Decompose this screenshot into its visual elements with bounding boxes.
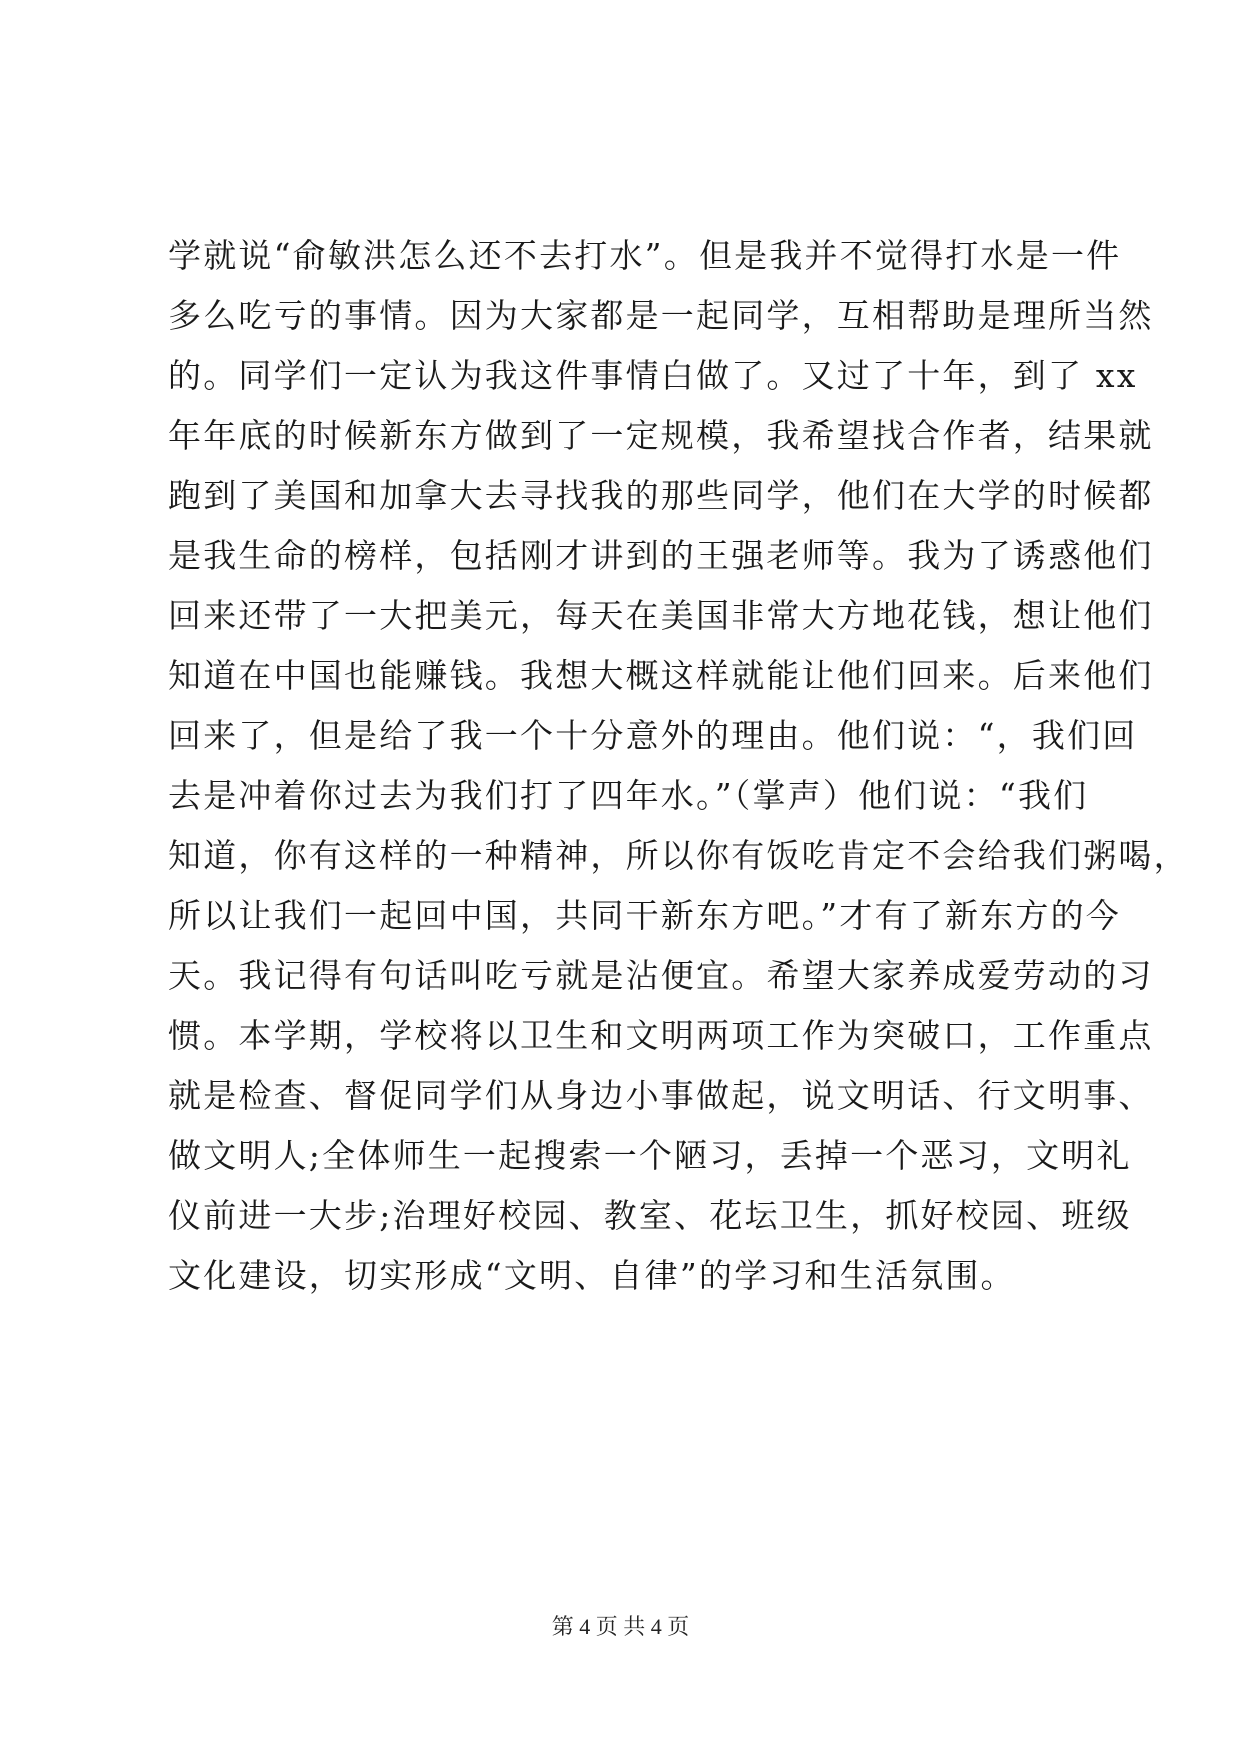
text-line: 文化建设，切实形成“文明、自律”的学习和生活氛围。 [168, 1256, 1016, 1295]
text-line: 的。同学们一定认为我这件事情白做了。又过了十年，到了 xx [168, 356, 1138, 395]
text-line: 跑到了美国和加拿大去寻找我的那些同学，他们在大学的时候都 [168, 476, 1154, 515]
text-line: 回来还带了一大把美元，每天在美国非常大方地花钱，想让他们 [168, 596, 1154, 635]
page-number-label: 第 4 页 共 4 页 [551, 1614, 690, 1639]
page-footer [0, 1612, 1241, 1642]
text-line: 就是检查、督促同学们从身边小事做起，说文明话、行文明事、 [168, 1076, 1154, 1115]
text-line: 仪前进一大步;治理好校园、教室、花坛卫生，抓好校园、班级 [168, 1196, 1132, 1235]
text-line: 多么吃亏的事情。因为大家都是一起同学，互相帮助是理所当然 [168, 296, 1154, 335]
text-line: 去是冲着你过去为我们打了四年水。”（掌声）他们说：“我们 [168, 776, 1089, 815]
body-paragraph [168, 232, 1189, 1312]
text-line: 是我生命的榜样，包括刚才讲到的王强老师等。我为了诱惑他们 [168, 536, 1154, 575]
text-line: 天。我记得有句话叫吃亏就是沾便宜。希望大家养成爱劳动的习 [168, 956, 1154, 995]
text-line: 所以让我们一起回中国，共同干新东方吧。”才有了新东方的今 [168, 896, 1121, 935]
text-line: 年年底的时候新东方做到了一定规模，我希望找合作者，结果就 [168, 416, 1154, 455]
text-line: 知道在中国也能赚钱。我想大概这样就能让他们回来。后来他们 [168, 656, 1154, 695]
text-line: 回来了，但是给了我一个十分意外的理由。他们说：“，我们回 [168, 716, 1138, 755]
text-line: 惯。本学期，学校将以卫生和文明两项工作为突破口，工作重点 [168, 1016, 1154, 1055]
text-line: 知道，你有这样的一种精神，所以你有饭吃肯定不会给我们粥喝， [168, 836, 1189, 875]
text-line: 学就说“俞敏洪怎么还不去打水”。但是我并不觉得打水是一件 [168, 236, 1122, 275]
text-line: 做文明人;全体师生一起搜索一个陋习，丢掉一个恶习，文明礼 [168, 1136, 1132, 1175]
